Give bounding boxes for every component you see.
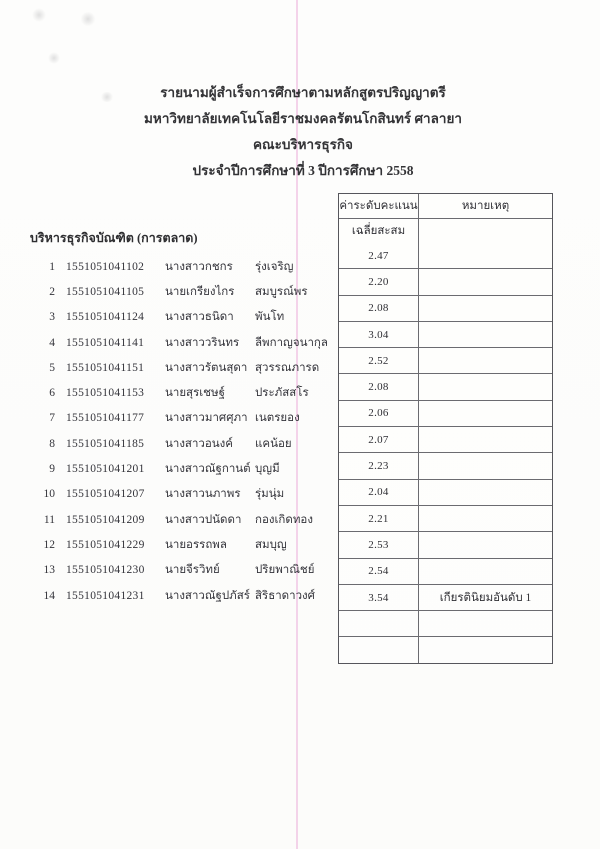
gpa-table-header-row-2	[339, 218, 552, 243]
gpa-table-row	[339, 479, 552, 505]
roster-student-id: 1551051041229	[66, 538, 145, 551]
roster-no: 3	[49, 311, 55, 324]
gpa-table-row	[339, 426, 552, 452]
gpa-value-cell: 2.04	[339, 480, 419, 505]
scan-smudge	[32, 8, 46, 22]
gpa-value-cell: 2.23	[339, 453, 419, 478]
roster-no: 4	[49, 336, 55, 349]
roster-no: 6	[49, 387, 55, 400]
remark-cell	[419, 427, 552, 452]
roster-student-id: 1551051041230	[66, 564, 145, 577]
gpa-header-cell: ค่าระดับคะแนน	[339, 194, 419, 218]
roster-row	[42, 305, 328, 330]
gpa-value-cell: 2.08	[339, 374, 419, 399]
gpa-value-cell: 2.20	[339, 269, 419, 294]
roster-row	[42, 583, 328, 608]
gpa-table-row	[339, 610, 552, 636]
roster-row	[42, 380, 328, 405]
remark-cell	[419, 296, 552, 321]
gpa-table-row	[339, 558, 552, 584]
remark-cell	[419, 348, 552, 373]
roster-row	[42, 482, 328, 507]
gpa-value-cell	[339, 637, 419, 662]
gpa-table-row	[339, 295, 552, 321]
remark-cell	[419, 269, 552, 294]
scan-smudge	[48, 52, 60, 64]
remark-cell	[419, 401, 552, 426]
roster-last-name: สมบุญ	[255, 538, 287, 551]
gpa-value-cell: 2.53	[339, 532, 419, 557]
roster-row	[42, 456, 328, 481]
gpa-value-cell: 2.07	[339, 427, 419, 452]
remark-cell	[419, 243, 552, 268]
roster-no: 1	[49, 260, 55, 273]
roster-no: 9	[49, 463, 55, 476]
scan-smudge	[80, 12, 96, 26]
roster-last-name: กองเกิดทอง	[255, 513, 313, 526]
roster-row	[42, 406, 328, 431]
roster-last-name: สุวรรณภารด	[255, 361, 320, 374]
roster-student-id: 1551051041151	[66, 361, 145, 374]
roster-first-name: นางสาวณัฐปภัสร์	[165, 589, 250, 602]
roster-student-id: 1551051041201	[66, 463, 145, 476]
roster-first-name: นางสาวธนิดา	[165, 311, 234, 324]
remark-cell	[419, 637, 552, 662]
remark-cell	[419, 506, 552, 531]
roster-first-name: นายอรรถพล	[165, 538, 227, 551]
gpa-value-cell: 2.06	[339, 401, 419, 426]
gpa-value-cell: 2.21	[339, 506, 419, 531]
roster-student-id: 1551051041124	[66, 311, 145, 324]
roster-last-name: รุ่มนุ่ม	[255, 488, 285, 501]
roster-row	[42, 558, 328, 583]
roster-student-id: 1551051041185	[66, 437, 145, 450]
remark-cell	[419, 611, 552, 636]
gpa-table-row	[339, 531, 552, 557]
roster-student-id: 1551051041141	[66, 336, 145, 349]
gpa-table-row	[339, 321, 552, 347]
roster-last-name: เนตรยอง	[255, 412, 300, 425]
roster-no: 7	[49, 412, 55, 425]
roster-row	[42, 355, 328, 380]
title-line-4: ประจำปีการศึกษาที่ 3 ปีการศึกษา 2558	[192, 163, 414, 178]
remark-cell: เกียรตินิยมอันดับ 1	[439, 591, 532, 604]
roster-first-name: นางสาวกชกร	[165, 260, 233, 273]
document-title-block	[6, 80, 600, 184]
gpa-table-row	[339, 400, 552, 426]
roster-row	[42, 254, 328, 279]
gpa-table-row	[339, 636, 552, 662]
roster-first-name: นางสาวปนัดดา	[165, 513, 242, 526]
roster-first-name: นางสาวณัฐกานต์	[165, 463, 251, 476]
roster-last-name: สิริธาดาวงศ์	[255, 589, 315, 602]
remark-header-cell: หมายเหตุ	[461, 200, 510, 212]
gpa-table-row	[339, 268, 552, 294]
roster-no: 8	[49, 437, 55, 450]
title-line-3: คณะบริหารธุรกิจ	[253, 137, 353, 152]
gpa-value-cell: 2.47	[339, 243, 419, 268]
roster-student-id: 1551051041153	[66, 387, 145, 400]
gpa-value-cell: 2.08	[339, 296, 419, 321]
roster-last-name: ลีพกาญจนากุล	[255, 336, 328, 349]
roster-first-name: นางสาววรินทร	[165, 336, 240, 349]
roster-first-name: นางสาวนภาพร	[165, 488, 241, 501]
roster-last-name: แคน้อย	[255, 437, 292, 450]
roster-no: 13	[43, 564, 55, 577]
roster-no: 10	[43, 488, 55, 501]
gpa-table-row	[339, 243, 552, 268]
remark-cell	[419, 532, 552, 557]
gpa-value-cell: 3.54	[339, 585, 419, 610]
title-line-2: มหาวิทยาลัยเทคโนโลยีราชมงคลรัตนโกสินทร์ ศาลายา	[144, 111, 462, 126]
roster-student-id: 1551051041231	[66, 589, 145, 602]
gpa-value-cell	[339, 611, 419, 636]
roster-row	[42, 330, 328, 355]
remark-cell	[419, 559, 552, 584]
gpa-table-row	[339, 452, 552, 478]
roster-last-name: ปริยพาณิชย์	[255, 564, 315, 577]
roster-row	[42, 431, 328, 456]
gpa-table-row	[339, 347, 552, 373]
roster-last-name: สมบูรณ์พร	[255, 285, 308, 298]
roster-row	[42, 507, 328, 532]
gpa-value-cell: 2.52	[339, 348, 419, 373]
roster-last-name: บุญมี	[255, 463, 280, 476]
gpa-table	[338, 193, 553, 664]
roster-student-id: 1551051041209	[66, 513, 145, 526]
roster-no: 14	[43, 589, 55, 602]
graduate-roster	[42, 254, 328, 608]
gpa-table-row	[339, 373, 552, 399]
gpa-table-header-row-1	[339, 194, 552, 218]
roster-last-name: รุ่งเจริญ	[255, 260, 294, 273]
roster-first-name: นางสาวรัตนสุดา	[165, 361, 248, 374]
remark-cell	[419, 374, 552, 399]
roster-student-id: 1551051041105	[66, 285, 145, 298]
roster-no: 11	[43, 513, 55, 526]
remark-header-empty-cell	[419, 219, 552, 243]
roster-first-name: นางสาวมาศศุภา	[165, 412, 248, 425]
roster-first-name: นายจีรวิทย์	[165, 564, 220, 577]
roster-no: 5	[49, 361, 55, 374]
roster-row	[42, 532, 328, 557]
gpa-table-row	[339, 584, 552, 610]
roster-last-name: ประภัสสโร	[255, 387, 309, 400]
gpa-header-cell-line2: เฉลี่ยสะสม	[339, 219, 419, 243]
roster-first-name: นายเกรียงไกร	[165, 285, 235, 298]
roster-first-name: นางสาวอนงค์	[165, 437, 233, 450]
gpa-table-body	[339, 243, 552, 663]
roster-no: 12	[43, 538, 55, 551]
program-section-heading: บริหารธุรกิจบัณฑิต (การตลาด)	[30, 231, 198, 245]
roster-first-name: นายสุรเชษฐ์	[165, 387, 225, 400]
gpa-value-cell: 3.04	[339, 322, 419, 347]
roster-student-id: 1551051041207	[66, 488, 145, 501]
title-line-1: รายนามผู้สำเร็จการศึกษาตามหลักสูตรปริญญาตรี	[160, 85, 446, 100]
gpa-value-cell: 2.54	[339, 559, 419, 584]
remark-cell	[419, 453, 552, 478]
roster-student-id: 1551051041177	[66, 412, 145, 425]
remark-cell	[419, 480, 552, 505]
roster-last-name: พันโท	[255, 311, 285, 324]
roster-row	[42, 279, 328, 304]
gpa-table-row	[339, 505, 552, 531]
remark-cell	[419, 322, 552, 347]
roster-no: 2	[49, 285, 55, 298]
roster-student-id: 1551051041102	[66, 260, 145, 273]
